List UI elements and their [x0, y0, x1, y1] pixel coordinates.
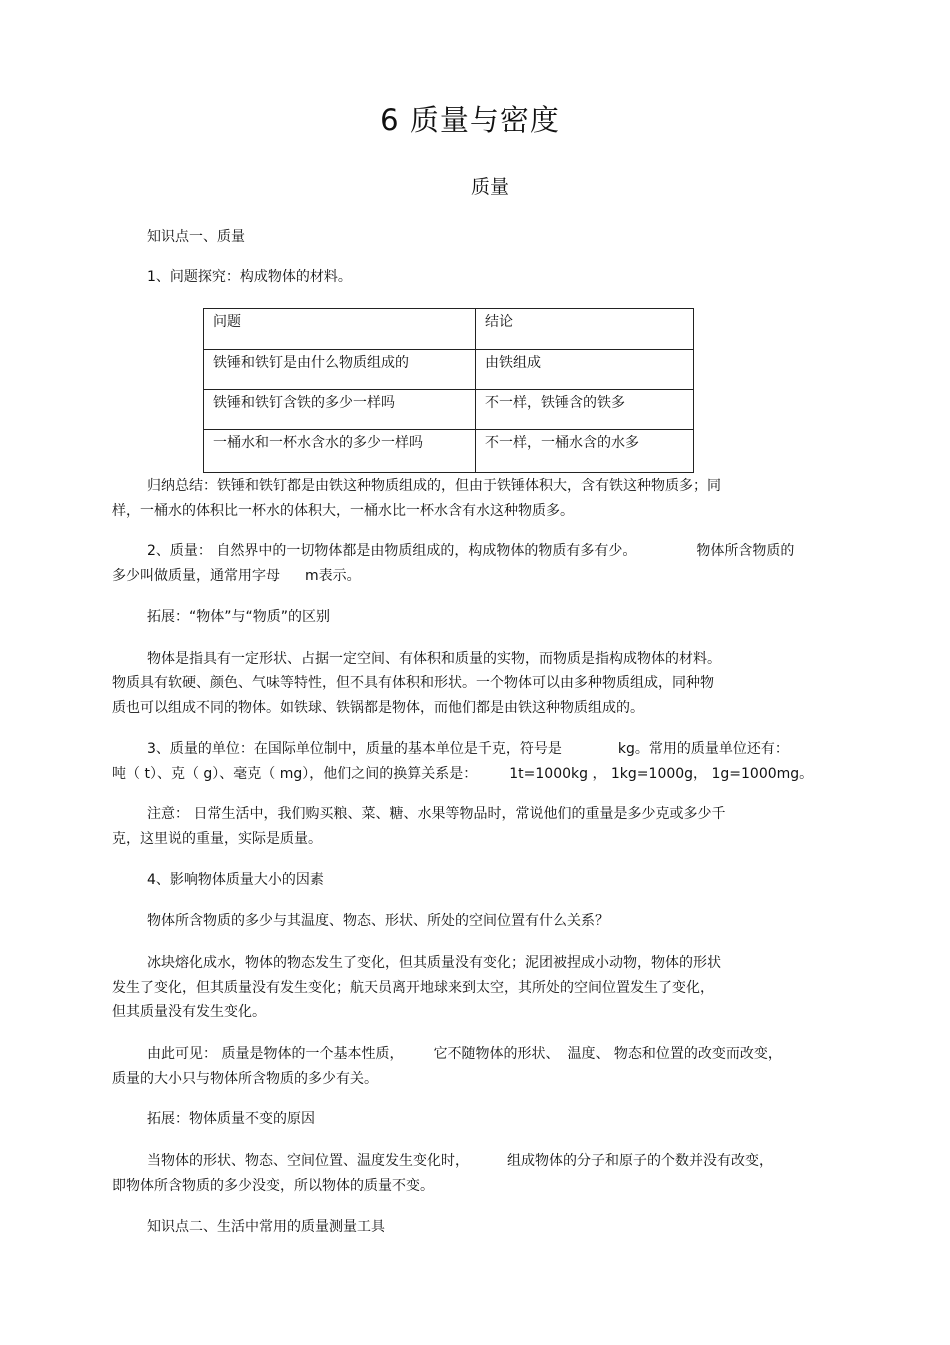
- table-cell: 不一样，铁锤含的铁多: [476, 390, 694, 430]
- item-3-line-2: [112, 762, 813, 786]
- item-3-text-b: kg。常用的质量单位还有：: [617, 741, 789, 757]
- item-4-body-line-2: 发生了变化，但其质量没有发生变化；航天员离开地球来到太空，其所处的空间位置发生了变化，: [112, 980, 714, 996]
- item-3-text-c: 吨（ t）、克（ g）、毫克（ mg），他们之间的换算关系是：: [112, 766, 478, 782]
- item-4-body-line-3: 但其质量没有发生变化。: [112, 1004, 266, 1020]
- extension-2-line-1: [147, 1149, 773, 1173]
- conclusion-line-2: 质量的大小只与物体所含物质的多少有关。: [112, 1071, 378, 1087]
- table-row: [204, 390, 694, 430]
- table-cell: 铁锤和铁钉含铁的多少一样吗: [204, 390, 476, 430]
- conclusion-text-a: 由此可见： 质量是物体的一个基本性质，: [147, 1046, 404, 1062]
- item-2-line-1: [147, 539, 794, 563]
- summary-line-1: 归纳总结：铁锤和铁钉都是由铁这种物质组成的，但由于铁锤体积大，含有铁这种物质多；同: [147, 478, 721, 494]
- section-subtitle: 质量: [470, 176, 509, 198]
- item-2-line-2: [112, 564, 361, 588]
- extension-1-heading: 拓展：“物体”与“物质”的区别: [147, 609, 331, 625]
- table-header-row: [204, 309, 694, 350]
- conclusion-line-1: [147, 1042, 782, 1066]
- table-row: [204, 430, 694, 473]
- item-1-heading: 1、问题探究：构成物体的材料。: [147, 269, 352, 285]
- table-row: [204, 350, 694, 390]
- item-2-text-c: 多少叫做质量，通常用字母: [112, 568, 280, 584]
- extension-2-text-a: 当物体的形状、物态、空间位置、温度发生变化时，: [147, 1153, 469, 1169]
- note-line-2: 克，这里说的重量，实际是质量。: [112, 831, 322, 847]
- table-cell: 由铁组成: [476, 350, 694, 390]
- item-3-text-a: 3、质量的单位：在国际单位制中，质量的基本单位是千克，符号是: [147, 741, 562, 757]
- item-3-conversion: 1t=1000kg ， 1kg=1000g， 1g=1000mg。: [509, 766, 814, 782]
- item-2-text-a: 2、质量： 自然界中的一切物体都是由物质组成的，构成物体的物质有多有少。: [147, 543, 637, 559]
- knowledge-point-1-heading: 知识点一、质量: [147, 229, 245, 245]
- table-cell: 不一样，一桶水含的水多: [476, 430, 694, 473]
- extension-1-line-1: 物体是指具有一定形状、占据一定空间、有体积和质量的实物，而物质是指构成物体的材料。: [147, 651, 721, 667]
- knowledge-point-2-heading: 知识点二、生活中常用的质量测量工具: [147, 1219, 385, 1235]
- table-header-conclusion: 结论: [476, 309, 694, 350]
- conclusion-text-c: 温度、 物态和位置的改变而改变，: [567, 1046, 782, 1062]
- table-cell: 铁锤和铁钉是由什么物质组成的: [204, 350, 476, 390]
- item-4-heading: 4、影响物体质量大小的因素: [147, 872, 324, 888]
- extension-1-line-2: 物质具有软硬、颜色、气味等特性，但不具有体积和形状。一个物体可以由多种物质组成，同种物: [112, 675, 714, 691]
- summary-line-2: 样，一桶水的体积比一杯水的体积大，一桶水比一杯水含有水这种物质多。: [112, 503, 574, 519]
- note-line-1: 注意： 日常生活中，我们购买粮、菜、糖、水果等物品时，常说他们的重量是多少克或多少千: [147, 806, 726, 822]
- extension-2-text-b: 组成物体的分子和原子的个数并没有改变，: [507, 1153, 773, 1169]
- extension-2-line-2: 即物体所含物质的多少没变，所以物体的质量不变。: [112, 1178, 434, 1194]
- item-3-line-1: [147, 737, 789, 761]
- item-4-question: 物体所含物质的多少与其温度、物态、形状、所处的空间位置有什么关系？: [147, 913, 609, 929]
- extension-2-heading: 拓展：物体质量不变的原因: [147, 1111, 315, 1127]
- table-header-question: 问题: [204, 309, 476, 350]
- conclusion-text-b: 它不随物体的形状、: [433, 1046, 560, 1062]
- extension-1-line-3: 质也可以组成不同的物体。如铁球、铁锅都是物体，而他们都是由铁这种物质组成的。: [112, 700, 644, 716]
- table-cell: 一桶水和一杯水含水的多少一样吗: [204, 430, 476, 473]
- page-title: 6 质量与密度: [380, 103, 560, 137]
- item-2-text-d: m表示。: [305, 568, 361, 584]
- question-conclusion-table: [203, 308, 694, 473]
- item-4-body-line-1: 冰块熔化成水，物体的物态发生了变化，但其质量没有变化；泥团被捏成小动物，物体的形状: [147, 955, 721, 971]
- item-2-text-b: 物体所含物质的: [696, 543, 795, 559]
